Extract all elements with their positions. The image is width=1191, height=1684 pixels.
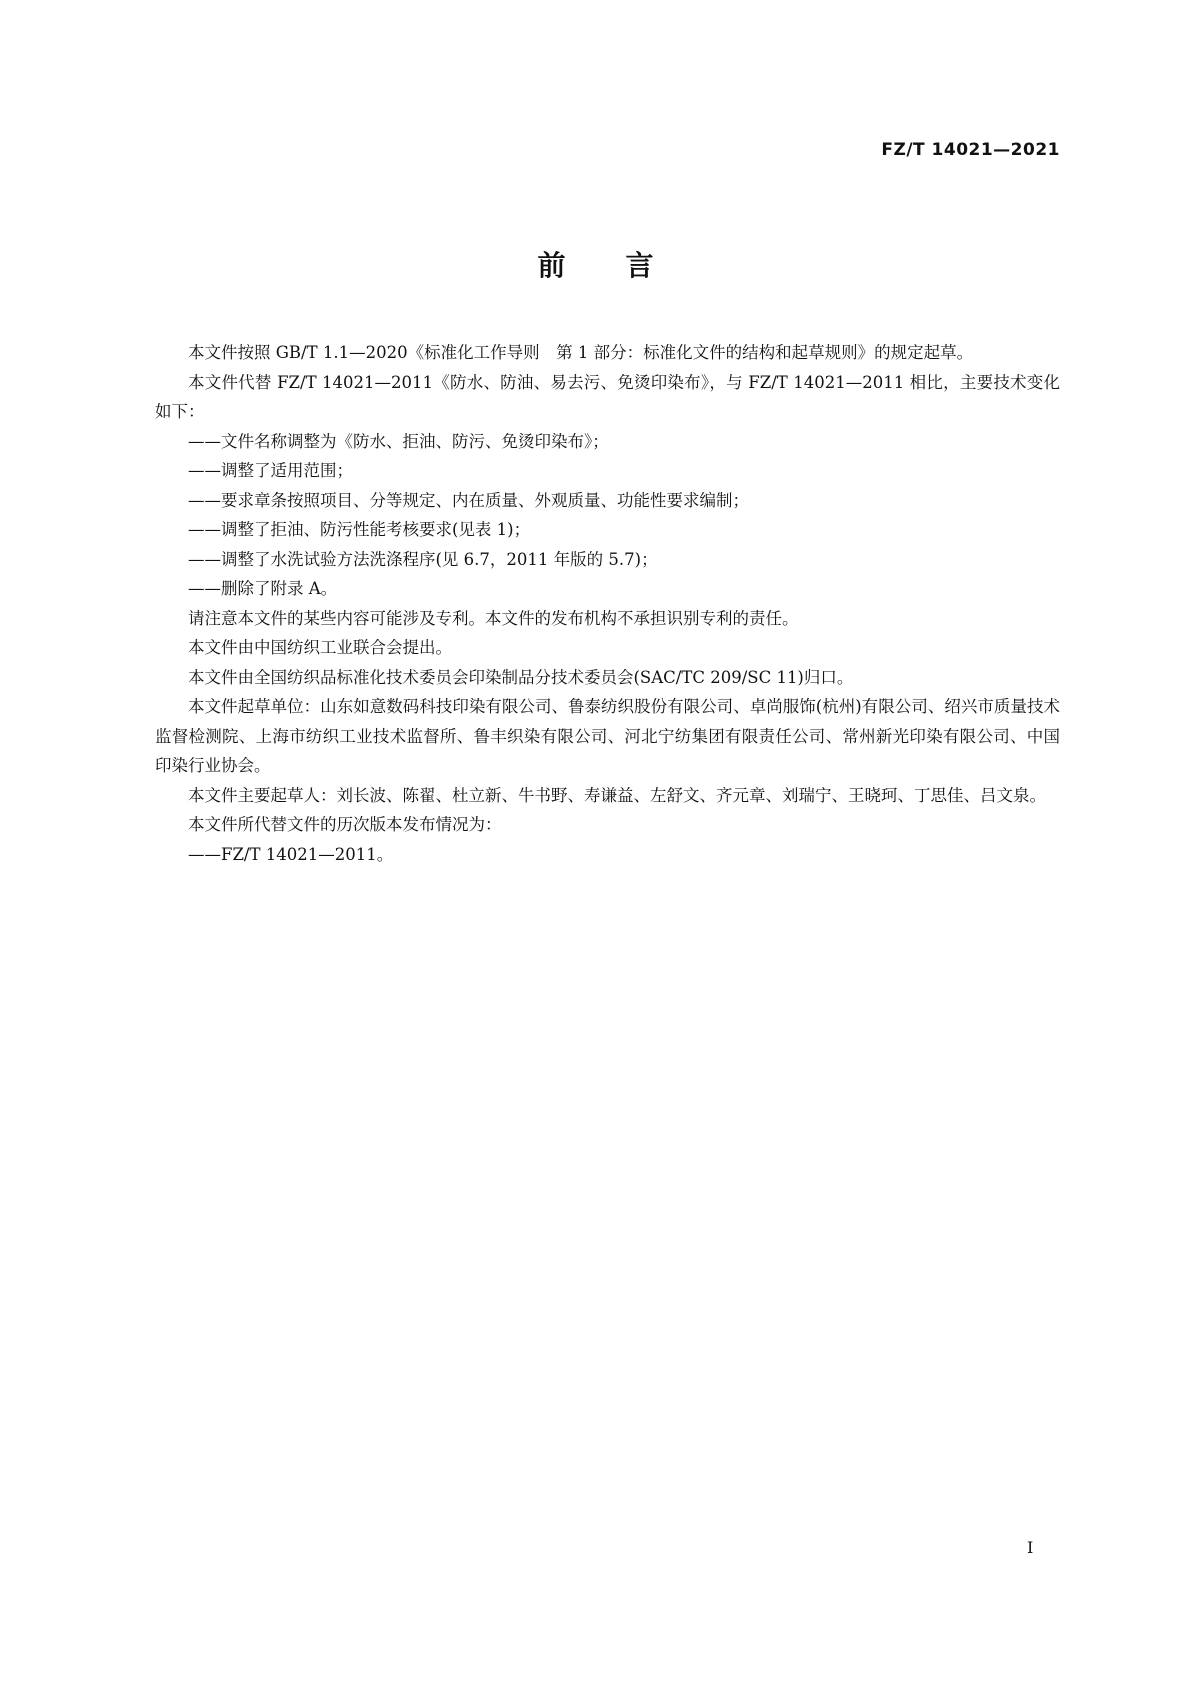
document-body — [155, 338, 1060, 869]
change-item: ——文件名称调整为《防水、拒油、防污、免烫印染布》； — [188, 431, 609, 451]
paragraph-patent-notice: 请注意本文件的某些内容可能涉及专利。本文件的发布机构不承担识别专利的责任。 — [188, 608, 799, 628]
paragraph-history-intro: 本文件所代替文件的历次版本发布情况为： — [188, 815, 502, 834]
paragraph-drafting-rules: 本文件按照 GB/T 1.1—2020《标准化工作导则 第 1 部分：标准化文件的结构和起草规则》的规定起草。 — [188, 343, 974, 362]
change-item: ——要求章条按照项目、分等规定、内在质量、外观质量、功能性要求编制； — [188, 490, 749, 510]
paragraph-drafters: 本文件主要起草人：刘长波、陈翟、杜立新、牛书野、寿谦益、左舒文、齐元章、刘瑞宁、王晓珂、丁思佳、吕文泉。 — [188, 785, 1046, 805]
change-item: ——删除了附录 A。 — [188, 579, 338, 598]
history-item: ——FZ/T 14021—2011。 — [188, 844, 394, 864]
standard-code: FZ/T 14021—2021 — [881, 140, 1060, 160]
change-item: ——调整了适用范围； — [188, 461, 353, 480]
paragraph-proposer: 本文件由中国纺织工业联合会提出。 — [188, 638, 452, 657]
page-title: 前言 — [537, 249, 714, 282]
change-item: ——调整了水洗试验方法洗涤程序(见 6.7，2011 年版的 5.7)； — [188, 549, 658, 569]
change-item: ——调整了拒油、防污性能考核要求(见表 1)； — [188, 520, 531, 539]
paragraph-responsible-committee: 本文件由全国纺织品标准化技术委员会印染制品分技术委员会(SAC/TC 209/SC 11)归口。 — [188, 667, 854, 687]
page-number: I — [1027, 1538, 1034, 1557]
paragraph-drafting-units: 本文件起草单位：山东如意数码科技印染有限公司、鲁泰纺织股份有限公司、卓尚服饰(杭州)有限公司、绍兴市质量技术监督检测院、上海市纺织工业技术监督所、鲁丰织染有限公司、河北宁纺集团有限责任公司、常州新光印染有限公司、中国印染行业协会。 — [155, 697, 1060, 775]
paragraph-replacement: 本文件代替 FZ/T 14021—2011《防水、防油、易去污、免烫印染布》，与 FZ/T 14021—2011 相比，主要技术变化如下： — [155, 372, 1060, 421]
